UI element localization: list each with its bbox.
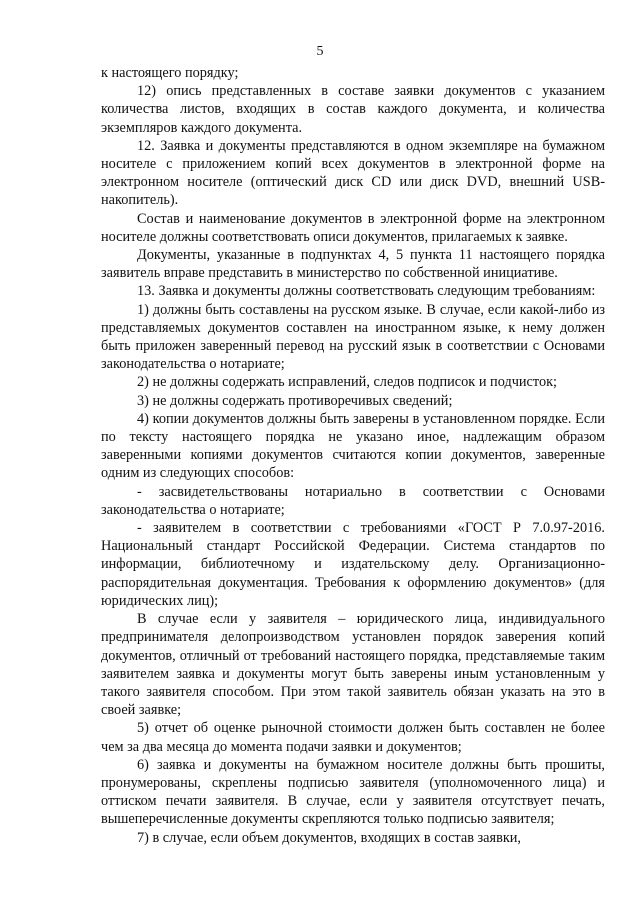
paragraph: В случае если у заявителя – юридического лица, индивидуального предпринимателя делопроизводством установлен порядок заверения копий документов, отличный от требований настоящего порядка, представляемые таким заявителем заявка и документы могут быть заверены иным установленным у такого заявителя способом. При этом такой заявитель обязан указать на это в своей заявке; bbox=[101, 611, 605, 719]
paragraph: 6) заявка и документы на бумажном носителе должны быть прошиты, пронумерованы, скреплены подписью заявителя (уполномоченного лица) и оттиском печати заявителя. В случае, если у заявителя отсутствует печать, вышеперечисленные документы скрепляются только подписью заявителя; bbox=[101, 756, 605, 828]
paragraph: Состав и наименование документов в электронной форме на электронном носителе должны соответствовать описи документов, прилагаемых к заявке. bbox=[101, 210, 605, 245]
paragraph: 2) не должны содержать исправлений, следов подписок и подчисток; bbox=[137, 374, 558, 391]
paragraph: - заявителем в соответствии с требованиями «ГОСТ Р 7.0.97-2016. Национальный стандарт Российской Федерации. Система стандартов по информации, библиотечному и издательскому делу. Организационно-распорядительная документация. Требования к оформлению документов» (для юридических лиц); bbox=[101, 520, 605, 609]
paragraph: - засвидетельствованы нотариально в соответствии с Основами законодательства о нотариате; bbox=[101, 483, 605, 518]
paragraph: 12. Заявка и документы представляются в одном экземпляре на бумажном носителе с приложением копий всех документов в электронной форме на электронном носителе (оптический диск CD или диск DVD, внешний USB-накопитель). bbox=[101, 137, 605, 209]
paragraph: 3) не должны содержать противоречивых сведений; bbox=[137, 392, 453, 409]
paragraph: 12) опись представленных в составе заявки документов с указанием количества листов, входящих в состав каждого документа, и количества экземпляров каждого документа. bbox=[101, 83, 605, 136]
paragraph: к настоящего порядку; bbox=[101, 65, 239, 81]
paragraph: 7) в случае, если объем документов, входящих в состав заявки, bbox=[137, 829, 522, 846]
paragraph: 5) отчет об оценке рыночной стоимости должен быть составлен не более чем за два месяца до момента подачи заявки и документов; bbox=[101, 720, 605, 755]
document-body bbox=[101, 64, 605, 847]
paragraph: 1) должны быть составлены на русском языке. В случае, если какой-либо из представляемых документов составлен на иностранном языке, к нему должен быть приложен заверенный перевод на русский язык в соответствии с Основами законодательства о нотариате; bbox=[101, 301, 605, 373]
page-number: 5 bbox=[316, 44, 324, 59]
paragraph: 13. Заявка и документы должны соответствовать следующим требованиям: bbox=[137, 283, 596, 300]
paragraph: Документы, указанные в подпунктах 4, 5 пункта 11 настоящего порядка заявитель вправе представить в министерство по собственной инициативе. bbox=[101, 247, 605, 282]
paragraph: 4) копии документов должны быть заверены в установленном порядке. Если по тексту настоящего порядка не указано иное, надлежащим образом заверенными копиями документов считаются копии документов, заверенные одним из следующих способов: bbox=[101, 410, 605, 482]
